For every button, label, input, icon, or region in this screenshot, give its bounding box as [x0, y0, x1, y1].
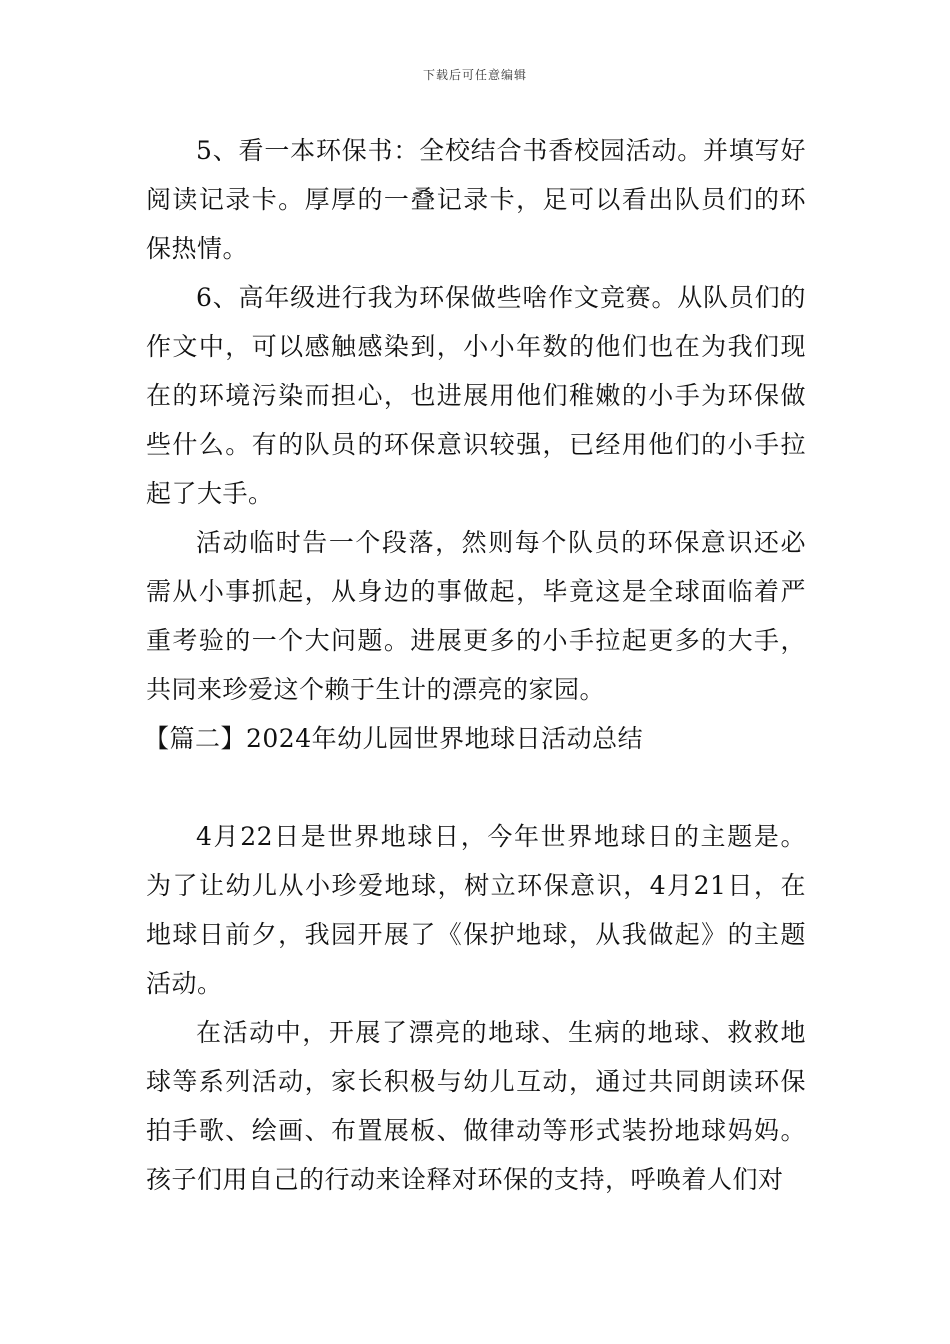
section-heading: 【篇二】2024年幼儿园世界地球日活动总结	[144, 724, 644, 753]
paragraph-activity-series: 在活动中，开展了漂亮的地球、生病的地球、救救地球等系列活动，家长积极与幼儿互动，通过共同朗读环保拍手歌、绘画、布置展板、做律动等形式装扮地球妈妈。孩子们用自己的行动来诠释对环保的支持，呼唤着人们对	[146, 1018, 806, 1194]
paragraph-reading-records: 5、看一本环保书：全校结合书香校园活动。并填写好阅读记录卡。厚厚的一叠记录卡，足可以看出队员们的环保热情。	[146, 136, 806, 263]
paragraph-activity-summary: 活动临时告一个段落，然则每个队员的环保意识还必需从小事抓起，从身边的事做起，毕竟这是全球面临着严重考验的一个大问题。进展更多的小手拉起更多的大手，共同来珍爱这个赖于生计的漂亮的家园。	[146, 528, 806, 704]
paragraph-earth-day-intro: 4月22日是世界地球日，今年世界地球日的主题是。为了让幼儿从小珍爱地球，树立环保意识，4月21日，在地球日前夕，我园开展了《保护地球，从我做起》的主题活动。	[146, 822, 806, 998]
paragraph-essay-contest: 6、高年级进行我为环保做些啥作文竞赛。从队员们的作文中，可以感触感染到，小小年数的他们也在为我们现在的环境污染而担心，也进展用他们稚嫩的小手为环保做些什么。有的队员的环保意识较强，已经用他们的小手拉起了大手。	[146, 283, 806, 508]
document-body	[146, 126, 806, 1204]
page-header: 下载后可任意编辑	[422, 68, 527, 82]
section-spacer	[146, 763, 806, 812]
